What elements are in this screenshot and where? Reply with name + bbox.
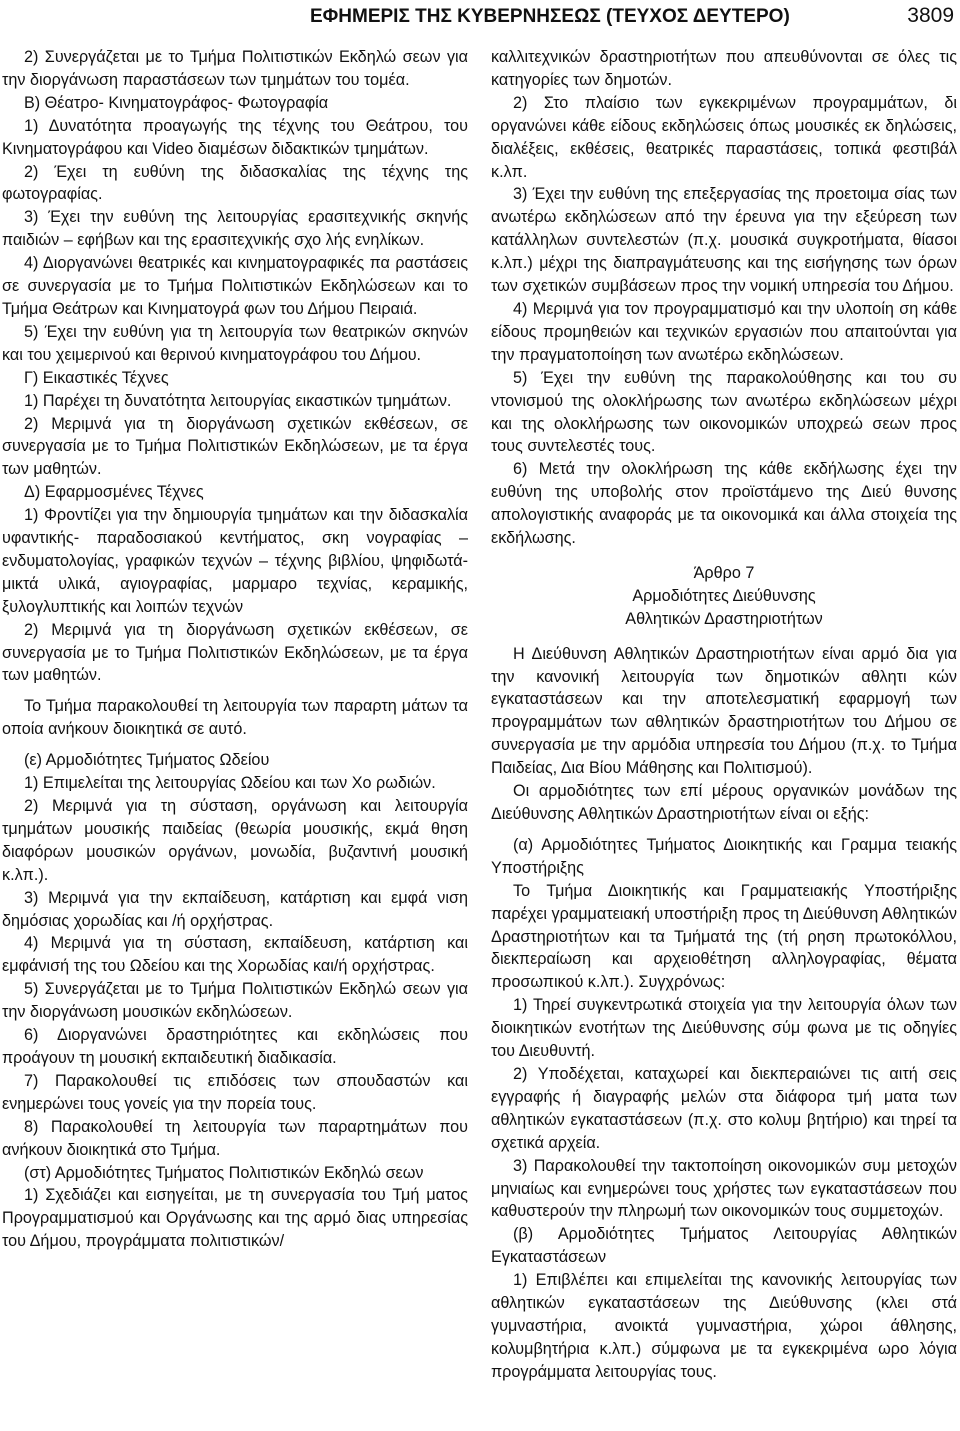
paragraph: Η Διεύθυνση Αθλητικών Δραστηριοτήτων είναι αρμό δια για την κανονική λειτουργία των δημοτικών αθλητι κών εγκαταστάσεων και την αποτελεσματική εφαρμογή των προγραμμάτων των αθλητικών δραστηριοτήτων του Δήμου σε συνεργασία με την αρμόδια υπηρεσία του Δήμου (π.χ. το Τμήμα Παιδείας, Δια Βίου Μάθησης και Πολιτισμού). — [491, 644, 957, 778]
paragraph: 5) Συνεργάζεται με το Τμήμα Πολιτιστικών Εκδηλώ σεων για την διοργάνωση μουσικών εκδηλώσεων. — [2, 980, 468, 1022]
paragraph: 7) Παρακολουθεί τις επιδόσεις των σπουδαστών και ενημερώνει τους γονείς για την πορεία τους. — [2, 1071, 468, 1113]
paragraph: 4) Μεριμνά για τον προγραμματισμό και την υλοποίη ση κάθε είδους προμηθειών και τεχνικών εργασιών που απαιτούνται για την πραγματοποίηση των ανωτέρω εκδηλώσεων. — [491, 299, 957, 364]
paragraph: 3) Παρακολουθεί την τακτοποίηση οικονομικών συμ μετοχών μηνιαίως και ενημερώνει τους χρήστες των εγκαταστάσεων που καθυστερούν την πληρωμή των οικονομικών τους συμμετοχών. — [491, 1156, 957, 1221]
section-heading: Γ) Εικαστικές Τέχνες — [24, 368, 169, 387]
gazette-title: ΕΦΗΜΕΡΙΣ ΤΗΣ ΚΥΒΕΡΝΗΣΕΩΣ (ΤΕΥΧΟΣ ΔΕΥΤΕΡΟ) — [310, 6, 790, 27]
section-heading: (στ) Αρμοδιότητες Τμήματος Πολιτιστικών Εκδηλώ σεων — [24, 1163, 424, 1182]
paragraph: 1) Παρέχει τη δυνατότητα λειτουργίας εικαστικών τμημάτων. — [24, 391, 452, 410]
page-number: 3809 — [907, 4, 954, 27]
page-header — [0, 0, 960, 36]
right-column — [491, 46, 957, 1384]
section-heading: (β) Αρμοδιότητες Τμήματος Λειτουργίας Αθλητικών Εγκαταστάσεων — [491, 1225, 957, 1267]
article-title: Αρμοδιότητες Διεύθυνσης — [632, 586, 816, 605]
paragraph: 5) Έχει την ευθύνη για τη λειτουργία των θεατρικών σκηνών και του χειμερινού και θερινού κινηματογράφου του Δήμου. — [2, 322, 468, 364]
paragraph: 6) Διοργανώνει δραστηριότητες και εκδηλώσεις που προάγουν τη μουσική εκπαιδευτική διαδικασία. — [2, 1026, 468, 1067]
paragraph: 1) Επιβλέπει και επιμελείται της κανονικής λειτουργίας των αθλητικών εγκαταστάσεων της Διεύθυνσης (κλει στά γυμναστήρια, ανοικτά γυμναστήρια, χώροι άθλησης, κολυμβητήρια κ.λπ.) σύμφωνα με τα εγκεκριμένα ωρο λόγια προγράμματα λειτουργίας τους. — [491, 1271, 957, 1381]
paragraph: 2) Υποδέχεται, καταχωρεί και διεκπεραιώνει τις αιτή σεις εγγραφής ή διαγραφής μελών στα διάφορα τμή ματα των αθλητικών εγκαταστάσεων (π.χ. στο κολυμ βητήριο) και τηρεί τα σχετικά αρχεία. — [491, 1064, 957, 1152]
paragraph: 1) Σχεδιάζει και εισηγείται, με τη συνεργασία του Τμή ματος Προγραμματισμού και Οργάνωσης και της αρμό διας υπηρεσίας του Δήμου, προγράμματα πολιτιστικών/ — [2, 1186, 468, 1251]
paragraph: Το Τμήμα Διοικητικής και Γραμματειακής Υποστήριξης παρέχει γραμματειακή υποστήριξη προς τη Διεύθυνση Αθλητικών Δραστηριοτήτων και τα Τμήματά της (τή ρηση πρωτοκόλλου, διεκπεραίωση και αρχειοθέτηση αλληλογραφίας, θέματα προσωπικού κ.λπ.). Συγχρόνως: — [491, 881, 958, 992]
paragraph: 1) Φροντίζει για την δημιουργία τμημάτων και την διδασκαλία υφαντικής- παραδοσιακού κεντήματος, σκη νογραφίας – ενδυματολογίας, γραφικών τεχνών – τέχνης βιβλίου, ψηφιδωτά- μικτά υλικά, αγιογραφίας, μαρμαρο τεχνίας, κεραμικής, ξυλογλυπτικής και λοιπών τεχνών — [2, 506, 468, 616]
paragraph: 6) Μετά την ολοκλήρωση της κάθε εκδήλωσης έχει την ευθύνη της υποβολής στον προϊστάμενο της Διεύ θυνσης απολογιστικής αναφοράς με τα οικονομικά και άλλα στοιχεία της εκδήλωσης. — [491, 460, 957, 548]
paragraph: 2) Μεριμνά για τη διοργάνωση σχετικών εκθέσεων, σε συνεργασία με το Τμήμα Πολιτιστικών Εκδηλώσεων, με τα έργα των μαθητών. — [2, 620, 468, 685]
paragraph: 2) Στο πλαίσιο των εγκεκριμένων προγραμμάτων, δι οργανώνει κάθε είδους εκδηλώσεις όπως μουσικές εκ δηλώσεις, διαλέξεις, εκθέσεις, θεατρικές παραστάσεις, τοπικά φεστιβάλ κ.λπ. — [491, 93, 957, 181]
paragraph: Το Τμήμα παρακολουθεί τη λειτουργία των παραρτη μάτων τα οποία ανήκουν διοικητικά σε αυτό. — [2, 697, 468, 739]
article-number: Άρθρο 7 — [693, 563, 755, 582]
paragraph: 5) Έχει την ευθύνη της παρακολούθησης και του συ ντονισμού της ολοκλήρωσης των ανωτέρω εκδηλώσεων μέχρι και της ολοκλήρωσης των οικονομικών υποχρεώ σεων προς τους συντελεστές τους. — [491, 368, 957, 456]
paragraph: 3) Έχει την ευθύνη της επεξεργασίας της προετοιμα σίας των ανωτέρω εκδηλώσεων από την έρευνα για την εξεύρεση των κατάλληλων συντελεστών (π.χ. μουσικά συγκροτήματα, θίασοι κ.λπ.) μέχρι της διαπραγμάτευσης και της εισήγησης των όρων των σχετικών συμβάσεων προς την νομική υπηρεσία του Δήμου. — [491, 185, 957, 296]
paragraph: 3) Μεριμνά για την εκπαίδευση, κατάρτιση και εμφά νιση δημόσιας χορωδίας και /ή ορχήστρας. — [2, 888, 468, 930]
paragraph: 2) Έχει τη ευθύνη της διδασκαλίας της τέχνης της φωτογραφίας. — [2, 162, 468, 204]
paragraph: Οι αρμοδιότητες των επί μέρους οργανικών μονάδων της Διεύθυνσης Αθλητικών Δραστηριοτήτων είναι οι εξής: — [491, 782, 957, 823]
section-heading: (ε) Αρμοδιότητες Τμήματος Ωδείου — [24, 751, 270, 770]
left-column — [2, 46, 468, 1253]
section-heading: (α) Αρμοδιότητες Τμήματος Διοικητικής και Γραμμα τειακής Υποστήριξης — [491, 835, 957, 877]
paragraph: 1) Τηρεί συγκεντρωτικά στοιχεία για την λειτουργία όλων των διοικητικών ενοτήτων της Διεύθυνσης σύμ φωνα με τις οδηγίες του Διευθυντή. — [491, 996, 957, 1061]
paragraph: 2) Μεριμνά για τη διοργάνωση σχετικών εκθέσεων, σε συνεργασία με το Τμήμα Πολιτιστικών Εκδηλώσεων, με τα έργα των μαθητών. — [2, 414, 468, 479]
section-heading: Δ) Εφαρμοσμένες Τέχνες — [24, 483, 204, 502]
paragraph: 3) Έχει την ευθύνη της λειτουργίας ερασιτεχνικής σκηνής παιδιών – εφήβων και της ερασιτεχνικής σχο λής ενηλίκων. — [2, 208, 468, 250]
section-heading: Β) Θέατρο- Κινηματογράφος- Φωτογραφία — [24, 93, 329, 112]
paragraph: 8) Παρακολουθεί τη λειτουργία των παραρτημάτων που ανήκουν διοικητικά στο Τμήμα. — [2, 1117, 468, 1159]
paragraph: 1) Δυνατότητα προαγωγής της τέχνης του Θεάτρου, του Κινηματογράφου και Video διαμέσων διδακτικών τμημάτων. — [2, 116, 468, 158]
article-title: Αθλητικών Δραστηριοτήτων — [625, 609, 823, 628]
paragraph: 4) Διοργανώνει θεατρικές και κινηματογραφικές πα ραστάσεις σε συνεργασία με το Τμήμα Πολιτιστικών Εκδηλώσεων και το Τμήμα Θεάτρων και Κινηματογρά φων του Δήμου Πειραιά. — [2, 254, 468, 318]
paragraph: καλλιτεχνικών δραστηριοτήτων που απευθύνονται σε όλες τις κατηγορίες των δημοτών. — [491, 48, 957, 89]
paragraph: 2) Συνεργάζεται με το Τμήμα Πολιτιστικών Εκδηλώ σεων για την διοργάνωση παραστάσεων των τμημάτων του τομέα. — [2, 48, 468, 89]
paragraph: 2) Μεριμνά για τη σύσταση, οργάνωση και λειτουργία τμημάτων μουσικής παιδείας (θεωρία μουσικής, εκμά θηση διαφόρων μουσικών οργάνων, μονωδία, βυζαντινή μουσική κ.λπ.). — [2, 797, 468, 884]
paragraph: 1) Επιμελείται της λειτουργίας Ωδείου και των Χο ρωδιών. — [24, 774, 436, 793]
paragraph: 4) Μεριμνά για τη σύσταση, εκπαίδευση, κατάρτιση και εμφάνισή της του Ωδείου και της Χορωδίας και/ή ορχήστρας. — [2, 934, 468, 976]
